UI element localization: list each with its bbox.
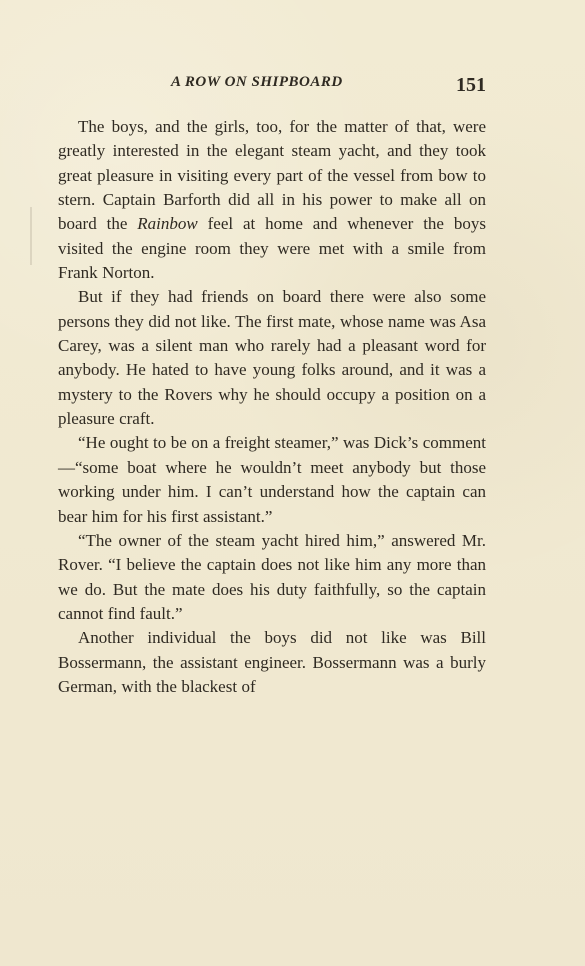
paragraph-1-part-3: feel at home and whenever the boys visited the engine room they were met with a smile from Frank Norton. bbox=[58, 214, 486, 283]
paragraph-3: “He ought to be on a freight steamer,” was Dick’s comment—“some boat where he wouldn’t meet anybody but those working under him. I can’t understand how the captain can bear him for his first assistant.” bbox=[58, 433, 486, 526]
gutter-mark bbox=[30, 207, 32, 265]
paragraph-1 bbox=[58, 115, 486, 285]
running-head: A ROW ON SHIPBOARD bbox=[171, 74, 343, 90]
page-number: 151 bbox=[456, 74, 486, 96]
paragraph-5: Another individual the boys did not like was Bill Bossermann, the assistant engineer. Bossermann was a burly German, with the blackest of bbox=[58, 628, 486, 696]
paragraph-2: But if they had friends on board there were also some persons they did not like. The first mate, whose name was Asa Carey, was a silent man who rarely had a pleasant word for anybody. He hated to have young folks around, and it was a mystery to the Rovers why he should occupy a position on a pleasure craft. bbox=[58, 287, 486, 429]
paragraph-1-part-1: The boys, and the girls, too, for the matter of that, were greatly interested in the elegant steam yacht, and they took great pleasure in visiting every part of the vessel from bow to stern. Captain Barforth did all in his power to make all on board the bbox=[58, 117, 486, 234]
page-header bbox=[58, 74, 486, 102]
paragraph-4: “The owner of the steam yacht hired him,” answered Mr. Rover. “I believe the captain does not like him any more than we do. But the mate does his duty faithfully, so the captain cannot find fault.” bbox=[58, 530, 486, 623]
ship-name: Rainbow bbox=[137, 214, 198, 234]
body-text bbox=[58, 115, 486, 699]
